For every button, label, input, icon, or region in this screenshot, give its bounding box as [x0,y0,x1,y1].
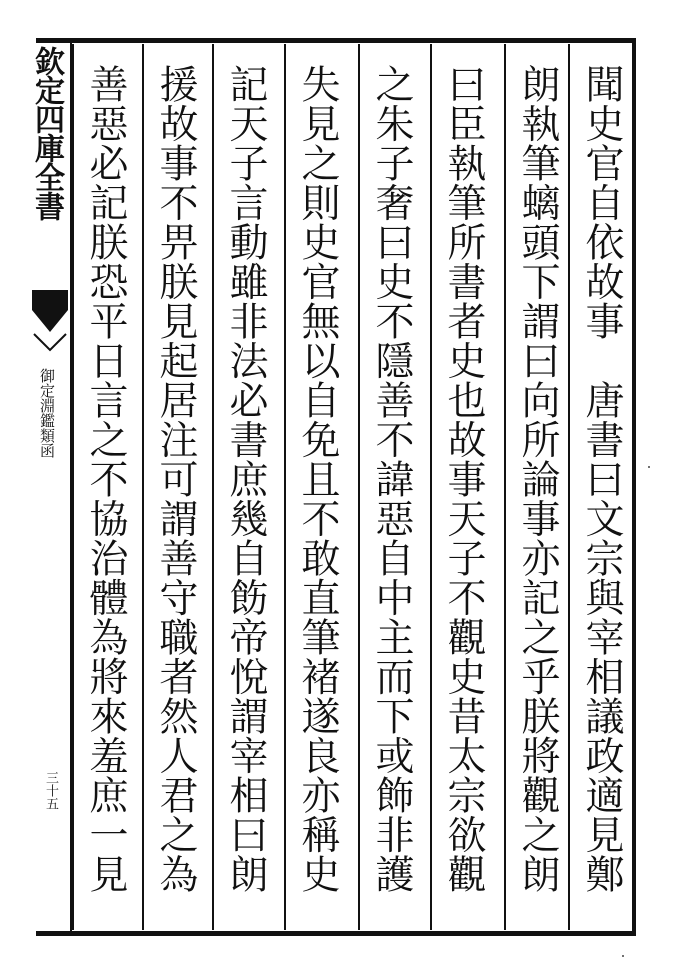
collection-title: 欽定四庫全書 [29,46,64,220]
text-column-3 [430,44,494,930]
column-text: 朗執筆螭頭下謂曰向所論事亦記之乎朕將觀之朗 [515,64,560,894]
column-text: 失見之則史官無以自免且不敢直筆褚遂良亦稱史 [295,64,340,894]
column-text: 聞史官自依故事 唐書曰文宗與宰相議政適見鄭 [579,64,624,894]
text-column-5 [284,44,348,930]
text-column-2 [504,44,568,930]
text-column-6 [212,44,276,930]
scan-speck [622,955,624,957]
text-column-8 [72,44,136,930]
column-text: 記天子言動雖非法必書庶幾自飭帝悅謂宰相曰朗 [223,64,268,894]
page-number: 三十五 [43,771,58,810]
column-text: 曰臣執筆所書者史也故事天子不觀史昔太宗欲觀 [441,64,486,894]
column-text: 之朱子奢曰史不隱善不諱惡自中主而下或飾非護 [369,64,414,894]
book-title: 御定淵鑑類函 [38,368,56,458]
text-column-4 [358,44,422,930]
scan-speck [648,466,650,468]
text-column-1 [568,44,632,930]
column-text: 善惡必記朕恐平日言之不協治體為將來羞庶一見 [83,64,128,894]
text-column-7 [142,44,206,930]
column-text: 援故事不畀朕見起居注可謂善守職者然人君之為 [153,64,198,894]
